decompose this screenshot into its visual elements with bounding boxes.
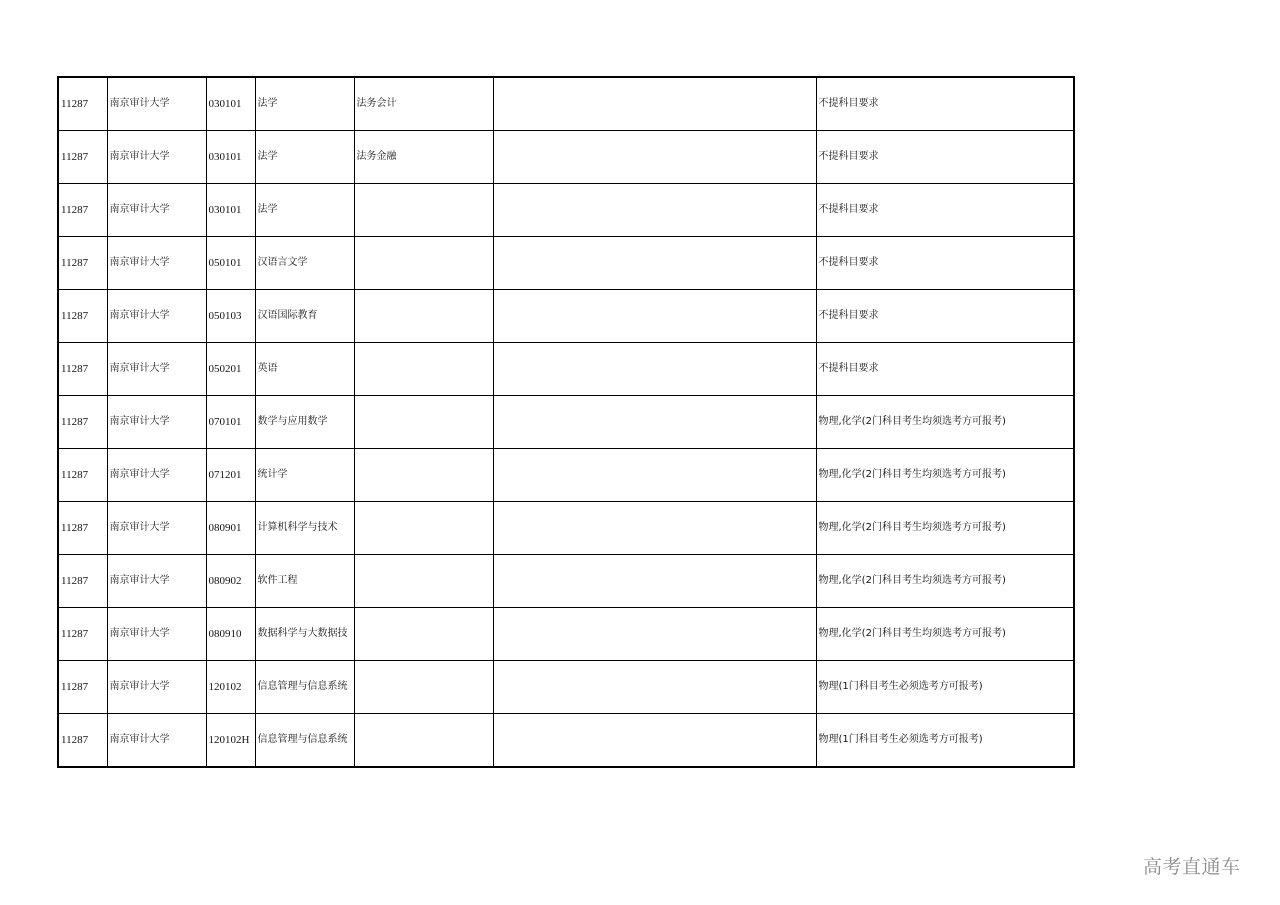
note-cell [493,343,816,396]
major-code-cell: 080910 [206,608,255,661]
requirements-table [57,76,1075,768]
major-name-cell: 英语 [255,343,354,396]
school-name-cell: 南京审计大学 [107,343,206,396]
direction-cell [354,502,493,555]
school-code-cell: 11287 [58,661,107,714]
subject-requirement-cell: 不提科目要求 [816,237,1074,290]
major-name-cell: 汉语国际教育 [255,290,354,343]
major-code-cell: 050101 [206,237,255,290]
direction-cell [354,237,493,290]
subject-requirement-cell: 物理,化学(2门科目考生均须选考方可报考) [816,608,1074,661]
school-name-cell: 南京审计大学 [107,290,206,343]
major-code-cell: 030101 [206,77,255,131]
table-row [58,237,1074,290]
school-code-cell: 11287 [58,449,107,502]
note-cell [493,396,816,449]
subject-requirement-cell: 不提科目要求 [816,343,1074,396]
major-name-cell: 法学 [255,131,354,184]
school-code-cell: 11287 [58,608,107,661]
table-row [58,555,1074,608]
subject-requirement-cell: 不提科目要求 [816,77,1074,131]
school-name-cell: 南京审计大学 [107,661,206,714]
major-code-cell: 080902 [206,555,255,608]
major-name-cell: 软件工程 [255,555,354,608]
table-body [58,77,1074,767]
major-code-cell: 030101 [206,131,255,184]
table-row [58,661,1074,714]
subject-requirement-cell: 不提科目要求 [816,184,1074,237]
major-code-cell: 071201 [206,449,255,502]
note-cell [493,237,816,290]
school-name-cell: 南京审计大学 [107,77,206,131]
note-cell [493,184,816,237]
direction-cell [354,449,493,502]
direction-cell [354,714,493,768]
major-code-cell: 120102H [206,714,255,768]
subject-requirement-cell: 物理,化学(2门科目考生均须选考方可报考) [816,449,1074,502]
direction-cell [354,661,493,714]
school-code-cell: 11287 [58,184,107,237]
school-code-cell: 11287 [58,290,107,343]
school-name-cell: 南京审计大学 [107,184,206,237]
table-row [58,449,1074,502]
direction-cell [354,290,493,343]
direction-cell: 法务金融 [354,131,493,184]
note-cell [493,555,816,608]
direction-cell: 法务会计 [354,77,493,131]
note-cell [493,449,816,502]
subject-requirement-cell: 物理(1门科目考生必须选考方可报考) [816,661,1074,714]
subject-requirement-cell: 物理,化学(2门科目考生均须选考方可报考) [816,396,1074,449]
direction-cell [354,608,493,661]
school-name-cell: 南京审计大学 [107,555,206,608]
major-name-cell: 计算机科学与技术 [255,502,354,555]
major-name-cell: 法学 [255,184,354,237]
subject-requirement-cell: 物理,化学(2门科目考生均须选考方可报考) [816,555,1074,608]
school-name-cell: 南京审计大学 [107,396,206,449]
table-row [58,396,1074,449]
table-row [58,343,1074,396]
school-code-cell: 11287 [58,714,107,768]
major-code-cell: 050103 [206,290,255,343]
table-row [58,608,1074,661]
major-name-cell: 法学 [255,77,354,131]
school-code-cell: 11287 [58,555,107,608]
school-name-cell: 南京审计大学 [107,131,206,184]
table-row [58,714,1074,768]
subject-requirement-cell: 不提科目要求 [816,290,1074,343]
major-name-cell: 信息管理与信息系统 [255,714,354,768]
direction-cell [354,555,493,608]
major-name-cell: 数据科学与大数据技 [255,608,354,661]
note-cell [493,608,816,661]
school-name-cell: 南京审计大学 [107,608,206,661]
note-cell [493,661,816,714]
subject-requirement-cell: 物理,化学(2门科目考生均须选考方可报考) [816,502,1074,555]
note-cell [493,77,816,131]
table-row [58,77,1074,131]
major-code-cell: 050201 [206,343,255,396]
direction-cell [354,343,493,396]
school-name-cell: 南京审计大学 [107,449,206,502]
school-name-cell: 南京审计大学 [107,714,206,768]
school-code-cell: 11287 [58,502,107,555]
major-name-cell: 信息管理与信息系统 [255,661,354,714]
school-code-cell: 11287 [58,237,107,290]
school-code-cell: 11287 [58,396,107,449]
note-cell [493,131,816,184]
watermark-text: 高考直通车 [1143,856,1241,878]
school-code-cell: 11287 [58,343,107,396]
school-code-cell: 11287 [58,131,107,184]
major-code-cell: 030101 [206,184,255,237]
table-row [58,290,1074,343]
note-cell [493,714,816,768]
major-name-cell: 汉语言文学 [255,237,354,290]
major-code-cell: 070101 [206,396,255,449]
major-code-cell: 080901 [206,502,255,555]
table-row [58,184,1074,237]
note-cell [493,290,816,343]
major-name-cell: 数学与应用数学 [255,396,354,449]
direction-cell [354,184,493,237]
direction-cell [354,396,493,449]
subject-requirement-cell: 不提科目要求 [816,131,1074,184]
school-code-cell: 11287 [58,77,107,131]
major-name-cell: 统计学 [255,449,354,502]
school-name-cell: 南京审计大学 [107,502,206,555]
school-name-cell: 南京审计大学 [107,237,206,290]
table-row [58,502,1074,555]
major-code-cell: 120102 [206,661,255,714]
subject-requirement-cell: 物理(1门科目考生必须选考方可报考) [816,714,1074,768]
table-row [58,131,1074,184]
note-cell [493,502,816,555]
